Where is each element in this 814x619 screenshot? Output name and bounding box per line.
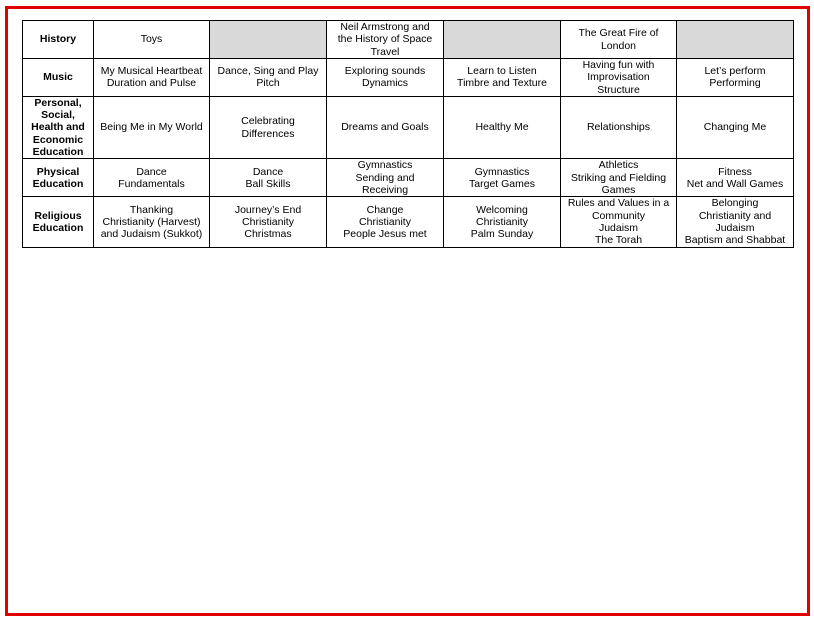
topic-cell [561, 159, 677, 197]
topic-cell [94, 59, 210, 97]
topic-text: Being Me in My World [100, 121, 203, 134]
topic-text: the History of Space [337, 33, 433, 46]
subject-text: Social, [41, 109, 75, 122]
topic-text: Performing [709, 77, 761, 90]
topic-text: Christianity (Harvest) [102, 215, 201, 228]
topic-cell [444, 159, 561, 197]
topic-text: Pitch [256, 77, 280, 90]
topic-text: Dreams and Goals [341, 121, 429, 134]
topic-text: The Torah [594, 234, 643, 247]
topic-text: Judaism [715, 221, 755, 234]
topic-text: Dynamics [361, 77, 409, 90]
topic-cell [327, 96, 444, 158]
topic-text: Baptism and Shabbat [684, 234, 786, 247]
topic-cell [444, 96, 561, 158]
topic-text: Structure [597, 83, 640, 96]
subject-text: Education [32, 146, 84, 159]
topic-cell [94, 159, 210, 197]
row-pshe [23, 96, 794, 158]
subject-cell [23, 21, 94, 59]
topic-cell [94, 197, 210, 247]
topic-text: Belonging [711, 197, 759, 210]
topic-text: Ball Skills [245, 177, 291, 190]
topic-text: Christianity and [698, 209, 772, 222]
topic-text: Target Games [469, 177, 535, 190]
topic-cell [94, 96, 210, 158]
topic-text: Thanking [129, 203, 174, 216]
topic-text: Change [366, 203, 404, 216]
subject-text: Education [32, 177, 84, 190]
row-physical-education [23, 159, 794, 197]
topic-cell [210, 96, 327, 158]
topic-text: Welcoming [476, 203, 528, 216]
topic-text: and Judaism (Sukkot) [100, 228, 203, 241]
topic-text: Gymnastics [357, 159, 413, 172]
subject-cell [23, 197, 94, 247]
topic-text: Neil Armstrong and [340, 21, 430, 34]
subject-cell [23, 59, 94, 97]
topic-text: Celebrating [241, 115, 295, 128]
topic-text: Healthy Me [475, 121, 529, 134]
row-religious-education [23, 197, 794, 247]
topic-text: Fitness [718, 165, 752, 178]
topic-text: Striking and Fielding [570, 171, 667, 184]
topic-text: Net and Wall Games [686, 177, 784, 190]
topic-text: Christmas [244, 228, 292, 241]
topic-cell [327, 159, 444, 197]
topic-text: Differences [241, 127, 295, 140]
topic-text: Journey’s End [234, 203, 302, 216]
topic-text: Changing Me [703, 121, 767, 134]
topic-text: Having fun with [582, 59, 655, 71]
topic-text: Dance [252, 165, 284, 178]
topic-text: Receiving [361, 184, 409, 197]
topic-text: Sending and [355, 171, 415, 184]
topic-text: People Jesus met [343, 228, 427, 241]
topic-cell [677, 197, 794, 247]
subject-text: History [39, 33, 77, 46]
topic-cell [677, 159, 794, 197]
topic-text: Rules and Values in a [567, 197, 670, 210]
topic-text: Timbre and Texture [457, 77, 547, 90]
topic-text: Toys [140, 33, 163, 46]
topic-cell [677, 59, 794, 97]
topic-cell [327, 59, 444, 97]
topic-text: Community [591, 209, 646, 222]
topic-text: Gymnastics [474, 165, 530, 178]
topic-text: Dance, Sing and Play [217, 65, 319, 78]
topic-text: Christianity [359, 215, 411, 228]
topic-cell [327, 197, 444, 247]
topic-text: Duration and Pulse [106, 77, 197, 90]
subject-text: Economic [32, 133, 84, 146]
topic-cell [210, 59, 327, 97]
topic-text: Palm Sunday [470, 228, 534, 241]
empty-shaded-cell [210, 21, 327, 59]
topic-text: My Musical Heartbeat [100, 65, 203, 78]
row-music [23, 59, 794, 97]
topic-text: Let’s perform [704, 65, 766, 78]
topic-cell [561, 59, 677, 97]
topic-cell [561, 21, 677, 59]
topic-text: Christianity [242, 215, 294, 228]
topic-text: London [600, 39, 637, 52]
topic-cell [327, 21, 444, 59]
topic-cell [677, 96, 794, 158]
topic-text: The Great Fire of [578, 27, 659, 40]
topic-text: Exploring sounds [344, 65, 426, 78]
topic-cell [444, 197, 561, 247]
topic-cell [210, 197, 327, 247]
subject-text: Music [43, 71, 73, 84]
topic-text: Learn to Listen [467, 65, 537, 78]
topic-cell [444, 59, 561, 97]
topic-cell [561, 197, 677, 247]
topic-text: Christianity [476, 215, 528, 228]
subject-text: Personal, [34, 96, 82, 109]
topic-text: Dance [136, 165, 167, 178]
empty-shaded-cell [677, 21, 794, 59]
subject-text: Education [32, 221, 84, 234]
topic-cell [561, 96, 677, 158]
subject-text: Health and [31, 121, 85, 134]
topic-cell [210, 159, 327, 197]
row-history [23, 21, 794, 59]
topic-text: Judaism [598, 221, 639, 234]
topic-text: Athletics [598, 159, 639, 172]
topic-text: Fundamentals [118, 177, 185, 190]
subject-text: Religious [34, 209, 82, 222]
topic-text: Travel [370, 45, 400, 58]
subject-cell [23, 159, 94, 197]
topic-text: Relationships [586, 121, 651, 134]
topic-cell [94, 21, 210, 59]
subject-text: Physical [36, 165, 80, 178]
empty-shaded-cell [444, 21, 561, 59]
subject-cell [23, 96, 94, 158]
topic-text: Improvisation [587, 71, 650, 84]
curriculum-table [22, 20, 794, 248]
topic-text: Games [601, 184, 636, 197]
